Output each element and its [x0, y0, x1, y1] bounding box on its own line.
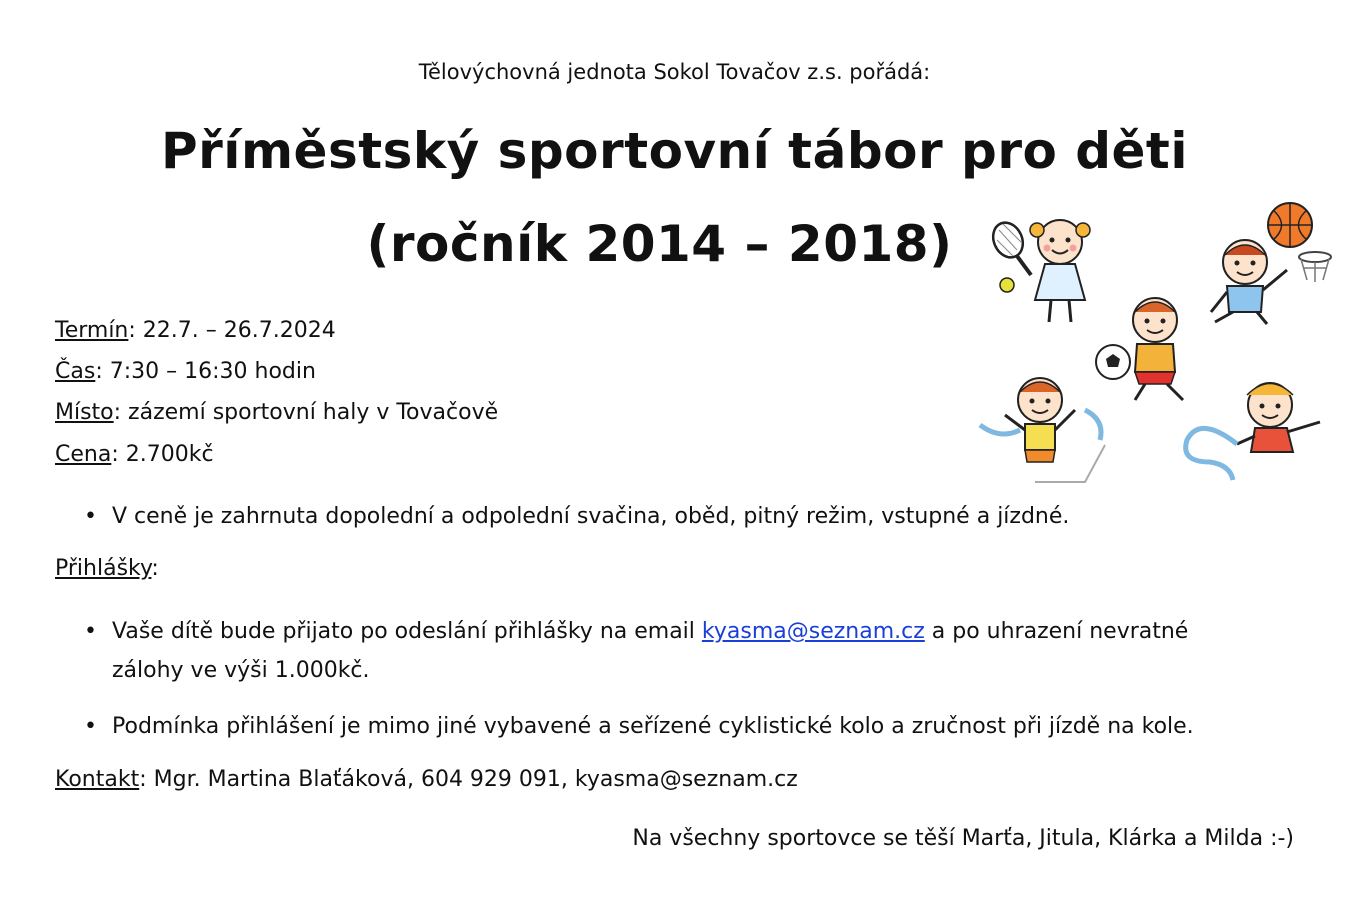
term-value: : 22.7. – 26.7.2024: [128, 318, 336, 343]
place-row: [55, 400, 498, 425]
closing-line: Na všechny sportovce se těší Marťa, Jitula, Klárka a Milda :-): [632, 826, 1294, 851]
contact-value: : Mgr. Martina Blaťáková, 604 929 091, kyasma@seznam.cz: [139, 767, 798, 792]
kid-boy-soccer: [1133, 298, 1183, 400]
kid-girl-tennis: [1030, 220, 1090, 322]
registration-label: Přihlášky: [55, 556, 152, 581]
time-row: [55, 359, 316, 384]
place-label: Místo: [55, 400, 114, 425]
contact-row: [55, 767, 798, 792]
hoop-icon: [1299, 252, 1331, 282]
registration-item-1-pre: Vaše dítě bude přijato po odeslání přihlášky na email: [112, 619, 702, 644]
registration-item-1-line2: zálohy ve výši 1.000kč.: [112, 658, 370, 683]
page-title-line1: Příměstský sportovní tábor pro děti: [161, 122, 1188, 180]
registration-suffix: :: [151, 556, 159, 581]
basketball-icon: [1268, 203, 1312, 247]
tennis-racket-icon: [988, 218, 1031, 275]
price-note-text: V ceně je zahrnuta dopolední a odpolední svačina, oběd, pitný režim, vstupné a jízdné.: [112, 504, 1070, 529]
email-link[interactable]: kyasma@seznam.cz: [701, 619, 925, 644]
time-label: Čas: [55, 359, 96, 384]
term-label: Termín: [55, 318, 129, 343]
kid-boy-runner: [980, 378, 1105, 482]
contact-label: Kontakt: [55, 767, 140, 792]
price-label: Cena: [55, 442, 112, 467]
price-row: [55, 442, 214, 467]
organizer-line: Tělovýchovná jednota Sokol Tovačov z.s. pořádá:: [418, 60, 931, 84]
tennis-ball-icon: [1000, 278, 1014, 292]
term-row: [55, 318, 336, 343]
place-value: : zázemí sportovní haly v Tovačově: [113, 400, 499, 425]
page-title-line2: (ročník 2014 – 2018): [366, 215, 953, 273]
registration-item-1-post: a po uhrazení nevratné: [924, 619, 1189, 644]
bullet-icon: •: [84, 504, 97, 529]
soccer-ball-icon: [1096, 345, 1130, 379]
kids-sports-illustration: [975, 200, 1345, 495]
bullet-icon: •: [84, 714, 97, 739]
kid-girl-gymnast: [1186, 383, 1320, 480]
registration-heading: [55, 556, 159, 581]
bullet-icon: •: [84, 619, 97, 644]
kid-boy-basketball: [1211, 240, 1287, 324]
time-value: : 7:30 – 16:30 hodin: [95, 359, 316, 384]
price-value: : 2.700kč: [111, 442, 214, 467]
registration-item-2-text: Podmínka přihlášení je mimo jiné vybavené a seřízené cyklistické kolo a zručnost při jízdě na kole.: [112, 714, 1194, 739]
